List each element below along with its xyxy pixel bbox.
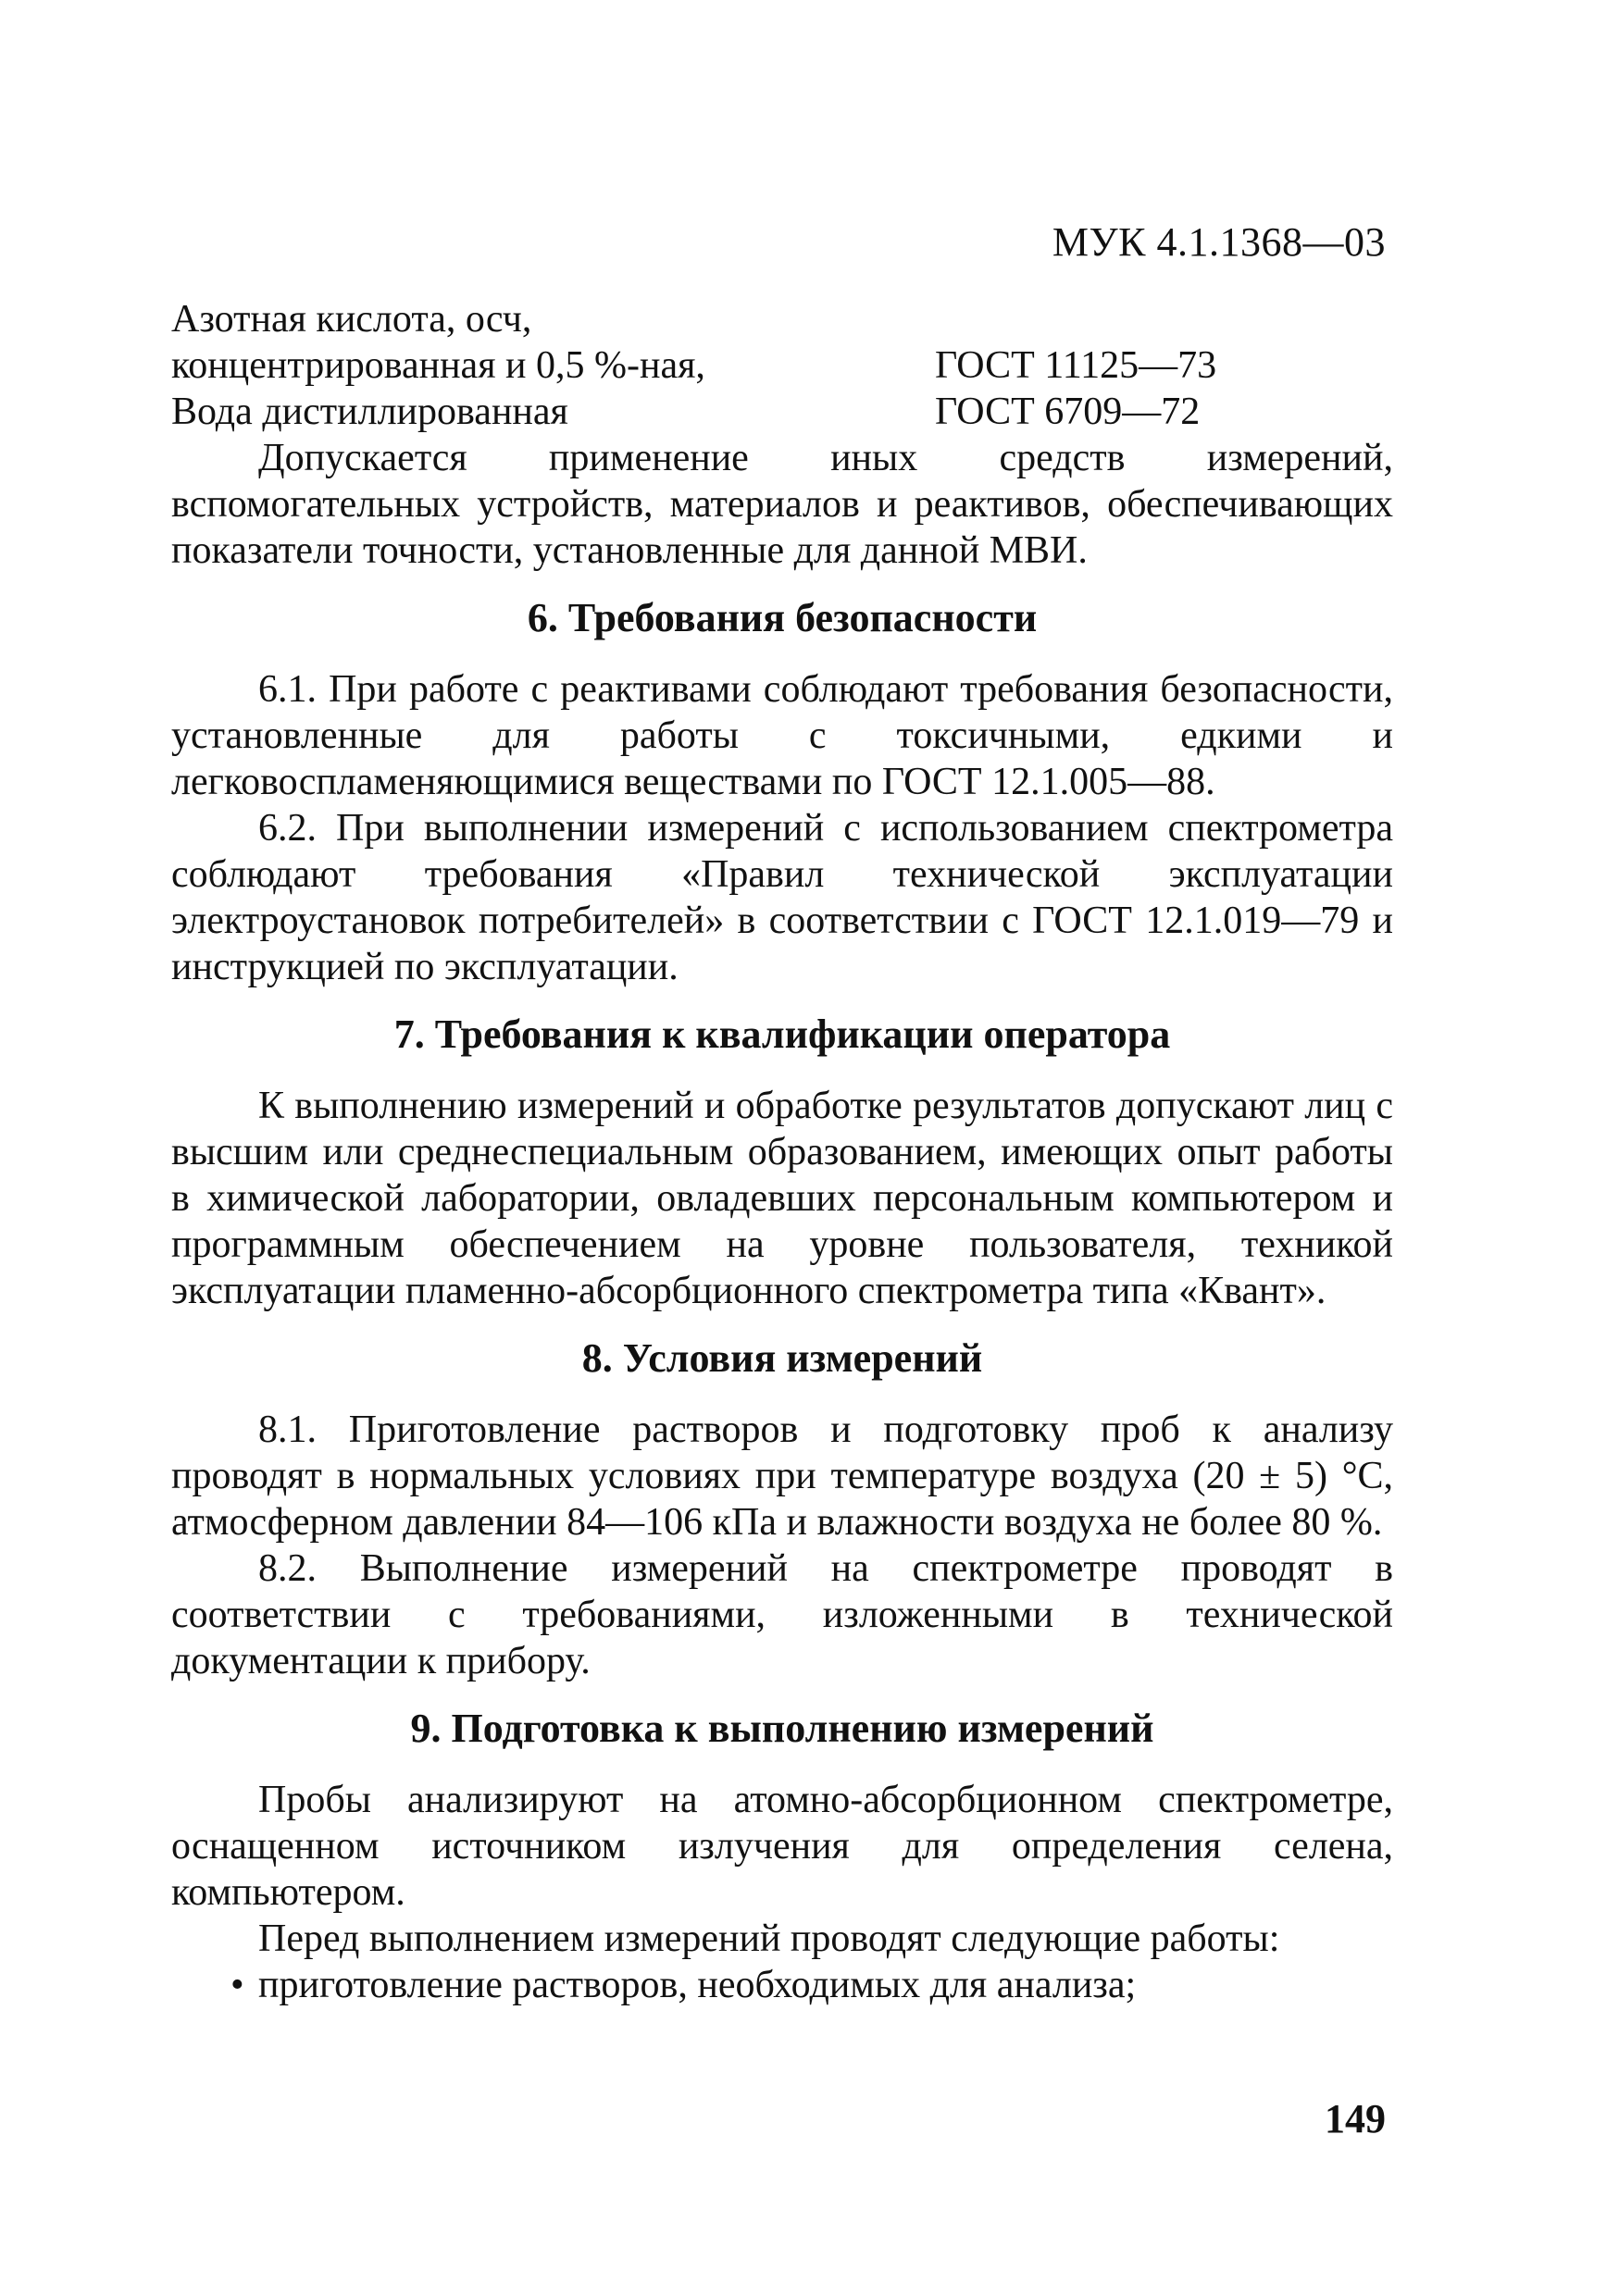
reagent-standard: ГОСТ 6709—72: [935, 391, 1201, 433]
bullet-icon: •: [230, 1964, 244, 2006]
reagent-line: Азотная кислота, осч,: [171, 298, 532, 341]
section-8-paragraph: 8.1. Приготовление растворов и подготовку проб к анализу проводят в нормальных условиях при температуре воздуха (20 ± 5) °С, атмосферном давлении 84—106 кПа и влажности воздуха не более 80 %.: [171, 1409, 1393, 1544]
section-9-heading: 9. Подготовка к выполнению измерений: [410, 1706, 1154, 1751]
note-paragraph: Допускается применение иных средств измерений, вспомогательных устройств, материалов и реактивов, обеспечивающих показатели точности, установленные для данной МВИ.: [171, 437, 1393, 572]
section-6-paragraph: 6.1. При работе с реактивами соблюдают требования безопасности, установленные для работы с токсичными, едкими и легковоспламеняющимися веществами по ГОСТ 12.1.005—88.: [171, 668, 1393, 803]
section-6-paragraph: 6.2. При выполнении измерений с использованием спектрометра соблюдают требования «Правил технической эксплуатации электроустановок потребителей» в соответствии с ГОСТ 12.1.019—79 и инструкцией по эксплуатации.: [171, 807, 1393, 988]
section-6-heading: 6. Требования безопасности: [527, 595, 1038, 640]
reagent-name: концентрированная и 0,5 %-ная,: [171, 344, 705, 387]
section-8-heading: 8. Условия измерений: [581, 1335, 983, 1381]
section-7-heading: 7. Требования к квалификации оператора: [393, 1011, 1171, 1057]
section-8-paragraph: 8.2. Выполнение измерений на спектрометре проводят в соответствии с требованиями, изложенными в технической документации к прибору.: [171, 1547, 1393, 1682]
section-9-paragraph: Перед выполнением измерений проводят следующие работы:: [258, 1917, 1280, 1960]
list-item-text: приготовление растворов, необходимых для анализа;: [258, 1964, 1137, 2006]
section-9-paragraph: Пробы анализируют на атомно-абсорбционном спектрометре, оснащенном источником излучения для определения селена, компьютером.: [171, 1779, 1393, 1914]
reagent-row: [171, 389, 1393, 435]
section-7-paragraph: К выполнению измерений и обработке результатов допускают лиц с высшим или среднеспециальным образованием, имеющих опыт работы в химической лаборатории, овладевших персональным компьютером и программным обеспечением на уровне пользователя, техникой эксплуатации пламенно-абсорбционного спектрометра типа «Квант».: [171, 1085, 1393, 1312]
list-item: [230, 1962, 1393, 2008]
page-content: [171, 296, 1393, 2008]
reagent-name: Вода дистиллированная: [171, 391, 568, 433]
page-number: 149: [1325, 2096, 1386, 2141]
reagent-row: [171, 342, 1393, 389]
document-code: МУК 4.1.1368—03: [1052, 219, 1386, 265]
reagent-standard: ГОСТ 11125—73: [935, 344, 1217, 387]
